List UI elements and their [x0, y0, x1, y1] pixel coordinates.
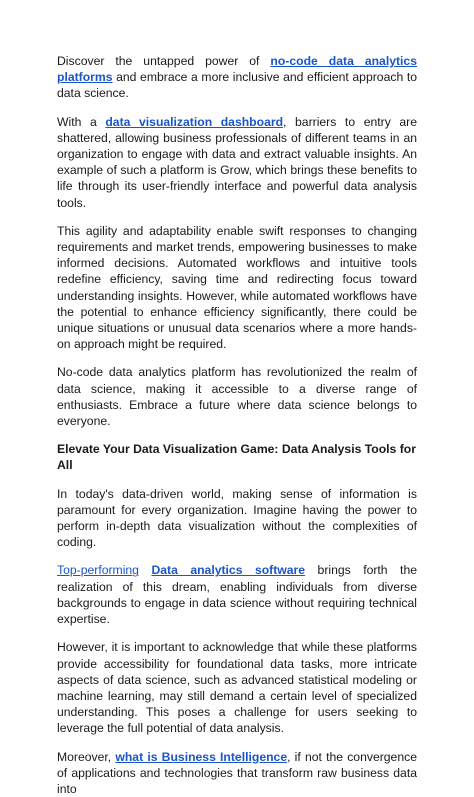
paragraph-software: [57, 562, 417, 627]
paragraph-text: and embrace a more inclusive and efficient approach to data science.: [57, 70, 417, 101]
paragraph-data-driven: In today's data-driven world, making sense of information is paramount for every organization. Imagine having the power to perform in-depth data visualization without the complexities of coding.: [57, 486, 417, 550]
section-heading: Elevate Your Data Visualization Game: Data Analysis Tools for All: [57, 442, 416, 473]
paragraph-text: , if not the convergence of applications and technologies that transform raw business data into: [57, 749, 417, 796]
paragraph-agility: This agility and adaptability enable swift responses to changing requirements and market trends, empowering businesses to make informed decisions. Automated workflows and intuitive tools redefine efficiency, saving time and redirecting focus toward understanding insights. However, while automated workflows have the potential to enhance efficiency significantly, there could be unique situations or unusual data scenarios where a more hands-on approach might be required.: [57, 223, 417, 352]
link-no-code-platforms[interactable]: no-code data analytics platforms: [57, 54, 417, 85]
link-data-visualization-dashboard[interactable]: data visualization dashboard: [105, 114, 284, 129]
link-spacer: [139, 563, 151, 577]
link-top-performing[interactable]: Top-performing: [57, 563, 139, 578]
paragraph-intro: [57, 53, 417, 102]
paragraph-dashboard: [57, 114, 417, 211]
link-data-analytics-software[interactable]: Data analytics software: [151, 563, 306, 578]
paragraph-business-intelligence: [57, 749, 417, 797]
paragraph-text: Moreover,: [57, 749, 116, 764]
paragraph-revolution: No-code data analytics platform has revolutionized the realm of data science, making it accessible to a diverse range of enthusiasts. Embrace a future where data science belongs to everyone.: [57, 365, 417, 429]
paragraph-text: Discover the untapped power of: [57, 54, 271, 68]
paragraph-text: With a: [57, 114, 106, 129]
paragraph-limitations: However, it is important to acknowledge that while these platforms provide accessibility for foundational data tasks, more intricate aspects of data science, such as advanced statistical modeling or machine learning, may still demand a certain level of specialized understanding. This poses a challenge for users seeking to leverage the full potential of data analysis.: [57, 640, 417, 736]
paragraph-text: , barriers to entry are shattered, allowing business professionals of different teams in an organization to engage with data and extract valuable insights. An example of such a platform is Grow, which brings these benefits to life through its user-friendly interface and powerful data analysis tools.: [57, 114, 417, 210]
link-business-intelligence[interactable]: what is Business Intelligence: [115, 749, 288, 764]
paragraph-text: brings forth the realization of this dream, enabling individuals from diverse backgrounds to engage in data science without requiring technical expertise.: [57, 563, 417, 627]
